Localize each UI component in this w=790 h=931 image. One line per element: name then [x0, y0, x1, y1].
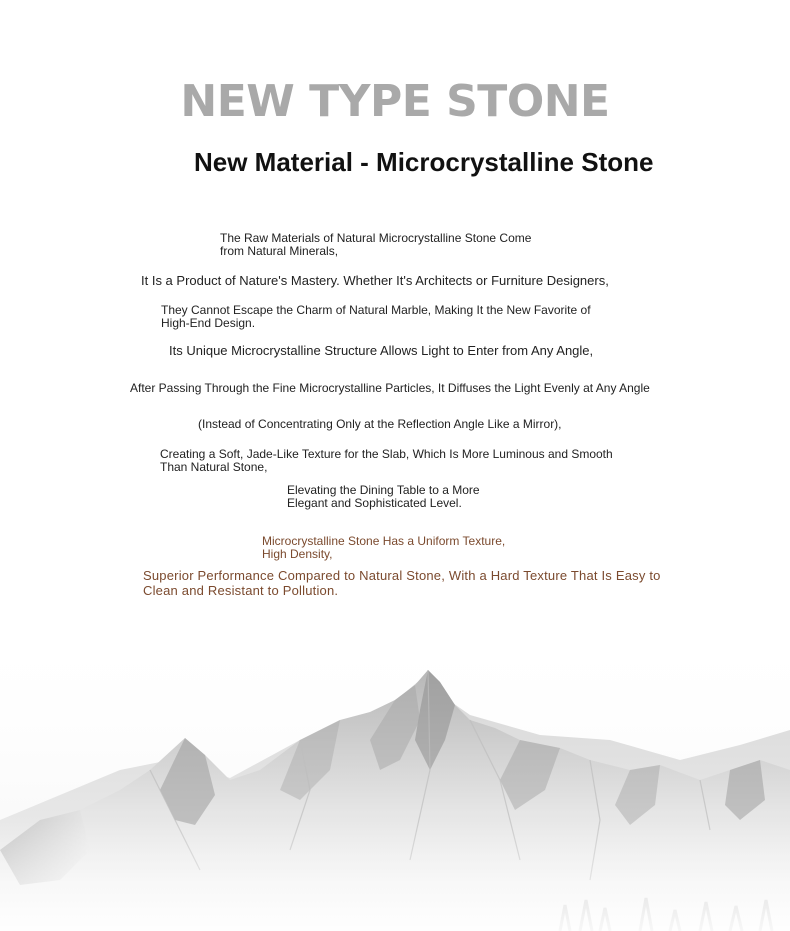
paragraph-line: Elegant and Sophisticated Level.: [287, 496, 462, 510]
paragraph-natures-mastery: [141, 274, 609, 287]
paragraph-line: The Raw Materials of Natural Microcrystalline Stone Come: [220, 231, 532, 245]
paragraph-line: Elevating the Dining Table to a More: [287, 483, 480, 497]
paragraph-line: After Passing Through the Fine Microcrystalline Particles, It Diffuses the Light Evenly at Any Angle: [130, 381, 650, 395]
paragraph-line: Than Natural Stone,: [160, 460, 268, 474]
page-subtitle: New Material - Microcrystalline Stone: [194, 147, 654, 177]
paragraph-charm-of-marble: [161, 304, 591, 330]
paragraph-line: from Natural Minerals,: [220, 244, 339, 258]
paragraph-raw-materials: [220, 232, 531, 258]
paragraph-line: They Cannot Escape the Charm of Natural Marble, Making It the New Favorite of: [161, 303, 591, 317]
highlight-line: High Density,: [262, 547, 333, 561]
paragraph-line: High-End Design.: [161, 316, 256, 330]
paragraph-light-diffusion: [130, 382, 650, 395]
paragraph-microcrystalline-structure: [169, 344, 593, 357]
page-title: NEW TYPE STONE: [180, 76, 610, 127]
paragraph-line: It Is a Product of Nature's Mastery. Whether It's Architects or Furniture Designers,: [141, 273, 609, 288]
paragraph-jade-texture: [160, 448, 613, 474]
highlight-line: Microcrystalline Stone Has a Uniform Texture,: [262, 534, 506, 548]
highlight-superior-performance: [143, 568, 661, 598]
paragraph-line: Creating a Soft, Jade-Like Texture for the Slab, Which Is More Luminous and Smooth: [160, 447, 613, 461]
paragraph-dining-table: [287, 484, 480, 510]
paragraph-line: Its Unique Microcrystalline Structure Allows Light to Enter from Any Angle,: [169, 343, 594, 358]
highlight-line: Clean and Resistant to Pollution.: [143, 583, 339, 598]
highlight-line: Superior Performance Compared to Natural Stone, With a Hard Texture That Is Easy to: [143, 568, 661, 583]
paragraph-line: (Instead of Concentrating Only at the Reflection Angle Like a Mirror),: [198, 417, 562, 431]
paragraph-mirror-note: [198, 418, 562, 431]
snowy-mountain-illustration: [0, 620, 790, 931]
highlight-uniform-texture: [262, 535, 505, 561]
